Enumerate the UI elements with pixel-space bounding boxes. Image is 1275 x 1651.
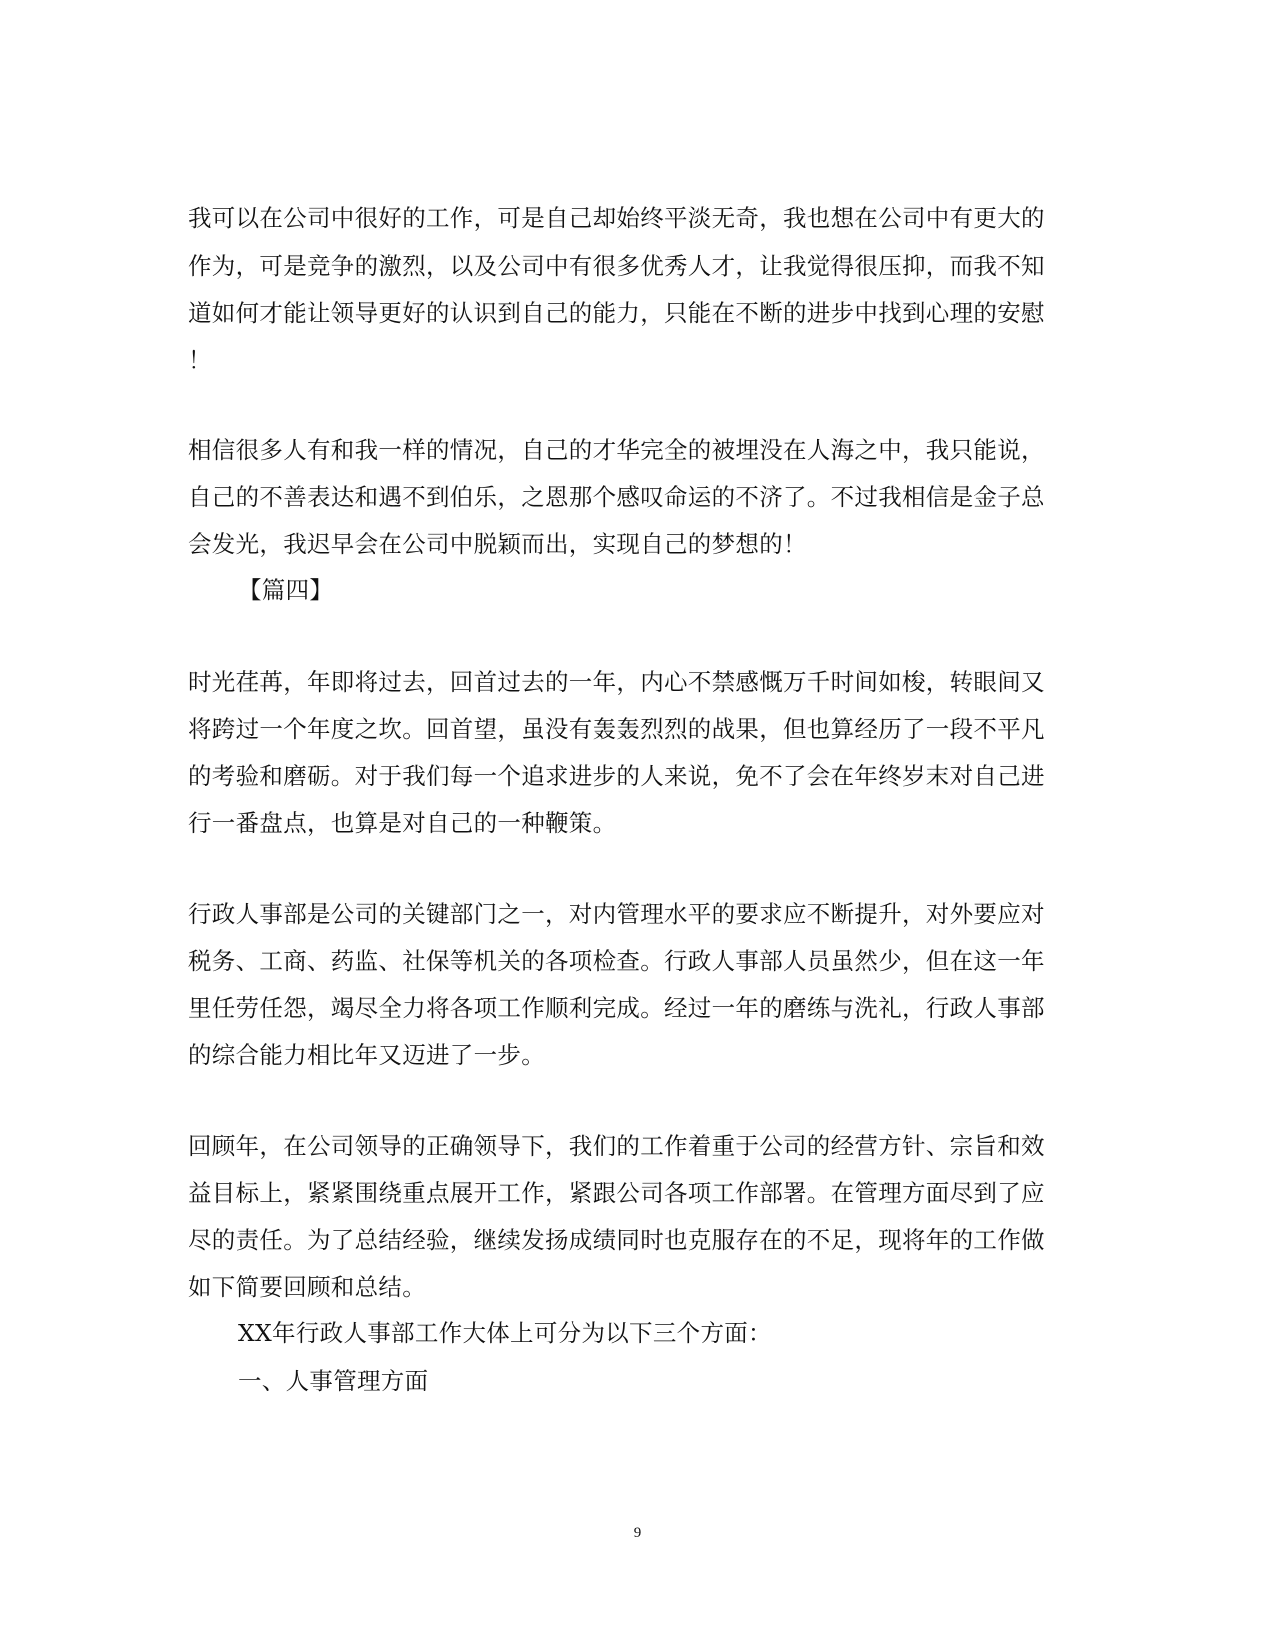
page-number: 9 <box>633 1525 642 1541</box>
section-heading: 【篇四】 <box>238 576 334 604</box>
paragraph-line: 自己的不善表达和遇不到伯乐，之恩那个感叹命运的不济了。不过我相信是金子总 <box>188 483 1045 511</box>
paragraph-line: 益目标上，紧紧围绕重点展开工作，紧跟公司各项工作部署。在管理方面尽到了应 <box>188 1179 1045 1207</box>
paragraph-line: 回顾年，在公司领导的正确领导下，我们的工作着重于公司的经营方针、宗旨和效 <box>188 1132 1045 1160</box>
paragraph-line: 如下简要回顾和总结。 <box>188 1273 426 1301</box>
paragraph-line: 时光荏苒，年即将过去，回首过去的一年，内心不禁感慨万千时间如梭，转眼间又 <box>188 668 1045 696</box>
paragraph-line: 的综合能力相比年又迈进了一步。 <box>188 1041 545 1069</box>
paragraph-line: 相信很多人有和我一样的情况，自己的才华完全的被埋没在人海之中，我只能说， <box>188 436 1045 464</box>
intro-line: XX年行政人事部工作大体上可分为以下三个方面： <box>238 1319 772 1347</box>
paragraph-line: 我可以在公司中很好的工作，可是自己却始终平淡无奇，我也想在公司中有更大的 <box>188 204 1045 232</box>
paragraph-line: 行政人事部是公司的关键部门之一，对内管理水平的要求应不断提升，对外要应对 <box>188 900 1045 928</box>
paragraph-line: 道如何才能让领导更好的认识到自己的能力，只能在不断的进步中找到心理的安慰 <box>188 299 1045 327</box>
paragraph-line: 尽的责任。为了总结经验，继续发扬成绩同时也克服存在的不足，现将年的工作做 <box>188 1226 1045 1254</box>
paragraph-line: 作为，可是竞争的激烈，以及公司中有很多优秀人才，让我觉得很压抑，而我不知 <box>188 252 1045 280</box>
paragraph-line: ！ <box>188 346 212 374</box>
paragraph-line: 会发光，我迟早会在公司中脱颖而出，实现自己的梦想的！ <box>188 530 807 558</box>
paragraph-line: 税务、工商、药监、社保等机关的各项检查。行政人事部人员虽然少，但在这一年 <box>188 947 1045 975</box>
paragraph-line: 里任劳任怨，竭尽全力将各项工作顺利完成。经过一年的磨练与洗礼，行政人事部 <box>188 994 1045 1022</box>
subsection-heading: 一、人事管理方面 <box>238 1367 429 1395</box>
paragraph-line: 行一番盘点，也算是对自己的一种鞭策。 <box>188 809 617 837</box>
paragraph-line: 将跨过一个年度之坎。回首望，虽没有轰轰烈烈的战果，但也算经历了一段不平凡 <box>188 715 1045 743</box>
paragraph-line: 的考验和磨砺。对于我们每一个追求进步的人来说，免不了会在年终岁末对自己进 <box>188 762 1045 790</box>
